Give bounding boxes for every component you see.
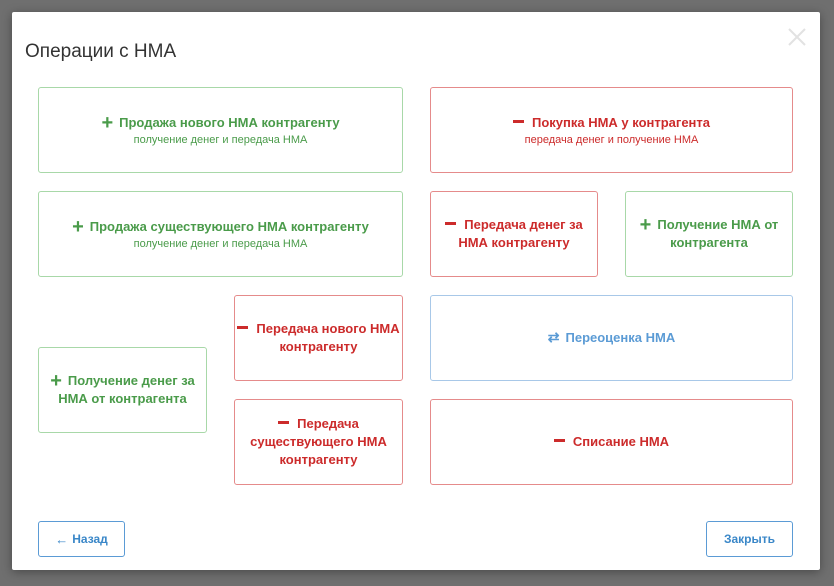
back-button[interactable]: [38, 521, 125, 557]
tile-transfer-money[interactable]: [430, 191, 598, 277]
tile-title-line2: НМА контрагенту: [458, 235, 570, 250]
tile-title-line2: НМА от контрагента: [58, 391, 187, 406]
tile-title-line2: контрагента: [670, 235, 748, 250]
tile-sell-new-nma[interactable]: [38, 87, 403, 173]
tile-transfer-existing-nma-title-row: [278, 415, 359, 433]
arrow-left-icon: ←: [55, 531, 69, 547]
tile-title-line1: Передача: [297, 416, 359, 431]
plus-icon: +: [72, 215, 84, 238]
tile-title: Продажа существующего НМА контрагенту: [89, 218, 369, 234]
tile-transfer-new-nma-title-row: [237, 320, 399, 338]
tile-title: Списание НМА: [572, 434, 670, 449]
tile-title-line2: существующего НМА: [250, 434, 387, 449]
tile-transfer-new-nma[interactable]: [234, 295, 403, 381]
close-icon[interactable]: [786, 26, 808, 48]
tile-receive-nma-title-row: [640, 216, 779, 234]
tile-write-off-title-row: [554, 433, 669, 451]
tile-title-line2: контрагенту: [279, 339, 358, 354]
tile-sell-existing-nma[interactable]: [38, 191, 403, 277]
minus-icon: [554, 439, 565, 442]
minus-icon: [278, 421, 289, 424]
tile-transfer-existing-nma[interactable]: [234, 399, 403, 485]
tile-write-off[interactable]: [430, 399, 793, 485]
plus-icon: +: [50, 370, 62, 392]
tile-title-line1: Передача денег за: [464, 217, 583, 232]
tile-subtitle: передача денег и получение НМА: [524, 133, 699, 146]
tile-receive-money[interactable]: [38, 347, 207, 433]
operations-dialog: [12, 12, 820, 570]
plus-icon: +: [639, 214, 652, 236]
tile-subtitle: получение денег и передача НМА: [133, 133, 308, 146]
tile-sell-existing-nma-title-row: [72, 215, 369, 238]
tile-revaluation-title-row: [548, 329, 675, 347]
tile-revaluation[interactable]: [430, 295, 793, 381]
swap-arrows-icon: ⇄: [547, 329, 560, 345]
plus-icon: +: [101, 111, 114, 134]
minus-icon: [445, 222, 456, 225]
tile-title-line1: Получение НМА от: [657, 217, 779, 232]
tile-title-line1: Получение денег за: [67, 373, 195, 388]
dialog-title: Операции с НМА: [25, 41, 177, 62]
tile-title: Переоценка НМА: [565, 330, 676, 345]
tile-title: Продажа нового НМА контрагенту: [119, 114, 340, 130]
tile-receive-nma[interactable]: [625, 191, 793, 277]
tile-sell-new-nma-title-row: [101, 111, 340, 134]
tile-buy-nma[interactable]: [430, 87, 793, 173]
back-button-label: Назад: [72, 532, 108, 546]
minus-icon: [513, 120, 524, 123]
tile-title: Покупка НМА у контрагента: [531, 114, 711, 130]
tile-receive-money-title-row: [50, 372, 195, 390]
tile-buy-nma-title-row: [513, 114, 710, 132]
tile-title-line1: Передача нового НМА: [256, 321, 400, 336]
minus-icon: [237, 326, 248, 329]
tile-transfer-money-title-row: [445, 216, 582, 234]
close-button[interactable]: Закрыть: [706, 521, 793, 557]
tile-title-line3: контрагенту: [279, 452, 358, 467]
tile-subtitle: получение денег и передача НМА: [133, 237, 308, 250]
